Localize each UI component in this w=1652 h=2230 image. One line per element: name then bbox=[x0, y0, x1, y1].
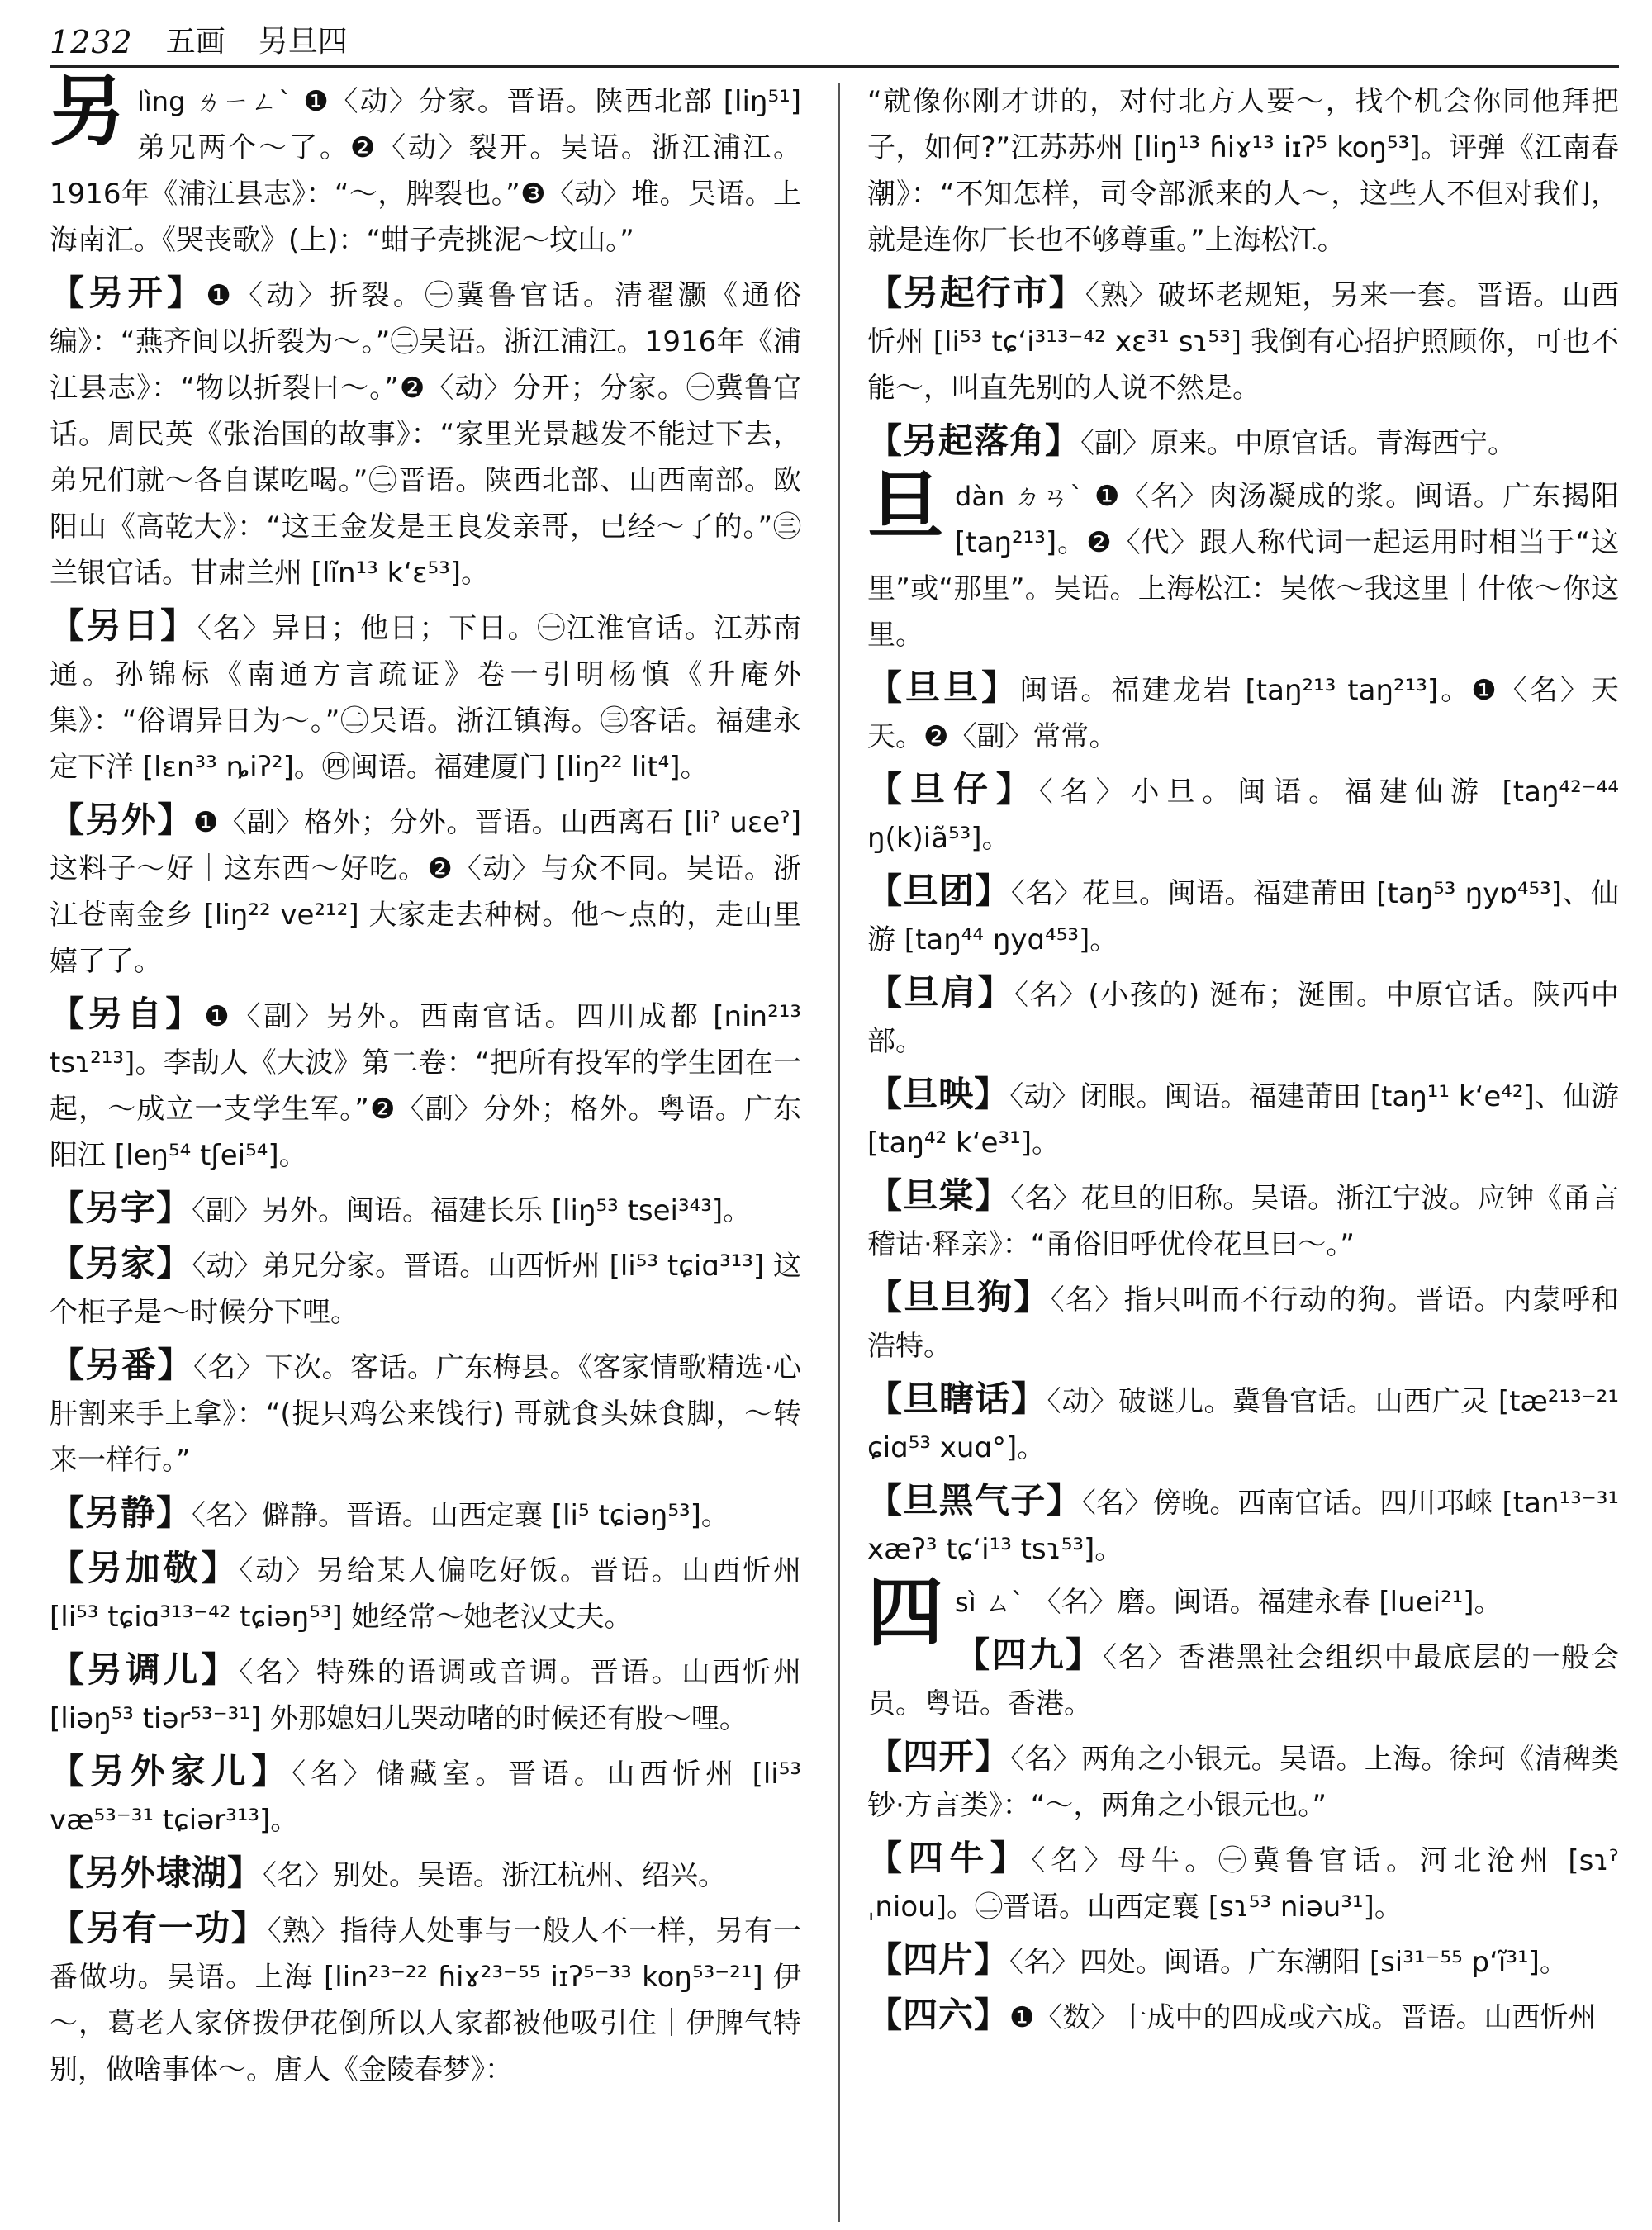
entry-headword: 【另自】 bbox=[50, 994, 205, 1034]
head-char: 旦 bbox=[867, 462, 944, 551]
entry-definition: 〈名〉(小孩的) 涎布；涎围。中原官话。陕西中部。 bbox=[867, 979, 1619, 1058]
entry-headword: 【另字】 bbox=[50, 1188, 192, 1228]
dictionary-entry bbox=[50, 1342, 801, 1483]
entry-headword: 【旦棠】 bbox=[867, 1175, 1011, 1216]
dictionary-entry bbox=[867, 270, 1619, 411]
entry-definition: ❶〈动〉折裂。㊀冀鲁官话。清翟灏《通俗编》：“燕齐间以折裂为～。”㊁吴语。浙江浦江。1916年《浦江县志》：“物以折裂曰～。”❷〈动〉分开；分家。㊀冀鲁官话。周民英《张治国的故事》：“家里光景越发不能过下去，弟兄们就～各自谋吃喝。”㊁晋语。陕西北部、山西南部。欧阳山《高乾大》：“这王金发是王良发亲哥，已经～了的。”㊂兰银官话。甘肃兰州 [lĩn¹³ kʻɛ⁵³]。 bbox=[50, 279, 801, 590]
entry-definition: 〈名〉指只叫而不行动的狗。晋语。内蒙呼和浩特。 bbox=[867, 1283, 1619, 1363]
dictionary-entry bbox=[50, 270, 801, 596]
head-entry-dan bbox=[867, 462, 1619, 658]
entry-definition: 〈动〉弟兄分家。晋语。山西忻州 [li⁵³ tɕiɑ³¹³] 这个柜子是～时候分下哩。 bbox=[50, 1250, 801, 1329]
entry-headword: 【旦旦】 bbox=[867, 667, 1020, 708]
dictionary-entry bbox=[50, 1545, 801, 1640]
entry-definition: 〈名〉异日；他日；下日。㊀江淮官话。江苏南通。孙锦标《南通方言疏证》卷一引明杨慎《升庵外集》：“俗谓异日为～。”㊁吴语。浙江镇海。㊂客话。福建永定下洋 [lɛn³³ ȵiʔ²]。㊃闽语。福建厦门 [liŋ²² lit⁴]。 bbox=[50, 612, 801, 784]
dictionary-entry bbox=[867, 970, 1619, 1065]
page-header bbox=[50, 18, 1619, 68]
dictionary-entry bbox=[867, 665, 1619, 760]
entry-headword: 【四片】 bbox=[867, 1939, 1010, 1980]
entry-definition: 〈名〉花旦。闽语。福建莆田 [taŋ⁵³ ŋyɒ⁴⁵³]、仙游 [taŋ⁴⁴ ŋyɑ⁴⁵³]。 bbox=[867, 877, 1619, 956]
entry-definition: 〈名〉傍晚。西南官话。四川邛崃 [tan¹³⁻³¹ xæʔ³ tɕʻi¹³ tsɿ⁵³]。 bbox=[867, 1487, 1619, 1566]
entry-headword: 【另家】 bbox=[50, 1243, 192, 1283]
right-entries-b bbox=[867, 665, 1619, 1573]
dictionary-entry bbox=[867, 1937, 1619, 1986]
dictionary-entry bbox=[867, 1478, 1619, 1573]
left-column bbox=[50, 67, 801, 2100]
head-entry-ling bbox=[50, 67, 801, 263]
entry-definition: ❶〈副〉格外；分外。晋语。山西离石 [liˀ uɛeˀ] 这料子～好｜这东西～好吃。❷〈动〉与众不同。吴语。浙江苍南金乡 [liŋ²² ve²¹²] 大家走去种树。他～点的，走山里嬉了了。 bbox=[50, 806, 801, 978]
dictionary-entry bbox=[867, 1835, 1619, 1930]
head-definition: 〈名〉磨。闽语。福建永春 [luei²¹]。 bbox=[1032, 1586, 1502, 1619]
dictionary-entry bbox=[50, 1185, 801, 1234]
dictionary-entry bbox=[50, 1850, 801, 1899]
entry-headword: 【四牛】 bbox=[867, 1838, 1032, 1878]
entry-definition: 〈名〉母牛。㊀冀鲁官话。河北沧州 [sɿˀ ˌniou]。㊁晋语。山西定襄 [sɿ⁵³ niəu³¹]。 bbox=[867, 1844, 1619, 1924]
entry-definition: 〈副〉原来。中原官话。青海西宁。 bbox=[1080, 427, 1517, 460]
entry-headword: 【另调儿】 bbox=[50, 1649, 240, 1690]
entry-headword: 【另加敬】 bbox=[50, 1548, 240, 1588]
dictionary-entry bbox=[867, 766, 1619, 861]
entry-definition: 〈名〉别处。吴语。浙江杭州、绍兴。 bbox=[263, 1859, 727, 1892]
entry-headword: 【另外埭湖】 bbox=[50, 1853, 263, 1893]
entry-headword: 【另静】 bbox=[50, 1492, 192, 1533]
dictionary-entry bbox=[867, 1734, 1619, 1829]
entry-headword: 【另外】 bbox=[50, 799, 193, 840]
dictionary-entry bbox=[867, 868, 1619, 963]
entry-definition: ❶〈数〉十成中的四成或六成。晋语。山西忻州 bbox=[1009, 2001, 1597, 2034]
dictionary-entry bbox=[867, 1173, 1619, 1268]
entry-headword: 【旦瞎话】 bbox=[867, 1378, 1047, 1419]
head-char: 另 bbox=[50, 67, 126, 156]
dictionary-entry bbox=[50, 1490, 801, 1539]
continued-text: “就像你刚才讲的，对付北方人要～，找个机会你同他拜把子，如何?”江苏苏州 [liŋ¹³ ɦiɤ¹³ iɪʔ⁵ koŋ⁵³]。评弹《江南春潮》：“不知怎样，司令部派来的人～，这些人不但对我们，就是连你厂长也不够尊重。”上海松江。 bbox=[867, 85, 1619, 257]
entry-definition: 〈动〉破谜儿。冀鲁官话。山西广灵 [tæ²¹³⁻²¹ ɕiɑ⁵³ xuɑ°]。 bbox=[867, 1385, 1619, 1464]
right-column bbox=[867, 78, 1619, 2047]
entry-definition: 〈名〉僻静。晋语。山西定襄 [li⁵ tɕiəŋ⁵³]。 bbox=[192, 1499, 729, 1532]
entry-headword: 【旦映】 bbox=[867, 1074, 1010, 1114]
head-char: 四 bbox=[867, 1568, 944, 1657]
entry-definition: 〈名〉两角之小银元。吴语。上海。徐珂《清稗类钞·方言类》：“～，两角之小银元也。” bbox=[867, 1743, 1619, 1822]
entry-definition: 〈名〉香港黑社会组织中最底层的一般会员。粤语。香港。 bbox=[867, 1641, 1619, 1720]
dictionary-entry bbox=[50, 1241, 801, 1336]
entry-headword: 【旦仔】 bbox=[867, 769, 1039, 809]
entry-definition: 〈熟〉破坏老规矩，另来一套。晋语。山西忻州 [li⁵³ tɕʻi³¹³⁻⁴² xɛ³¹ sɿ⁵³] 我倒有心招护照顾你，可也不能～，叫直先别的人说不然是。 bbox=[867, 279, 1619, 405]
entry-definition: 〈名〉四处。闽语。广东潮阳 [si³¹⁻⁵⁵ pʻĩ³¹]。 bbox=[1009, 1946, 1568, 1979]
dictionary-entry bbox=[867, 1274, 1619, 1369]
entry-headword: 【另有一功】 bbox=[50, 1908, 268, 1948]
entry-definition: 〈名〉特殊的语调或音调。晋语。山西忻州 [liəŋ⁵³ tiər⁵³⁻³¹] 外那媳妇儿哭动啫的时候还有股～哩。 bbox=[50, 1656, 801, 1735]
entry-headword: 【四六】 bbox=[867, 1995, 1010, 2035]
dictionary-entry bbox=[867, 1632, 1619, 1727]
entry-headword: 【另番】 bbox=[50, 1345, 194, 1385]
entry-headword: 【另起落角】 bbox=[867, 420, 1081, 461]
head-definition: ❶〈名〉肉汤凝成的浆。闽语。广东揭阳 [taŋ²¹³]。❷〈代〉跟人称代词一起运用时相当于“这里”或“那里”。吴语。上海松江：吴侬～我这里｜什侬～你这里。 bbox=[867, 480, 1619, 652]
dictionary-entry bbox=[867, 1992, 1619, 2041]
section-title: 五画 bbox=[165, 25, 225, 59]
dictionary-entry bbox=[50, 1647, 801, 1742]
entry-definition: 〈名〉下次。客话。广东梅县。《客家情歌精选·心肝割来手上拿》：“(捉只鸡公来饯行) 哥就食头妹食脚，～转来一样行。” bbox=[50, 1351, 801, 1477]
entry-headword: 【四开】 bbox=[867, 1736, 1011, 1777]
entry-definition: 〈副〉另外。闽语。福建长乐 [liŋ⁵³ tsei³⁴³]。 bbox=[192, 1194, 752, 1227]
entry-definition: 闽语。福建龙岩 [taŋ²¹³ taŋ²¹³]。❶〈名〉天天。❷〈副〉常常。 bbox=[867, 674, 1619, 753]
entry-headword: 【另外家儿】 bbox=[50, 1751, 292, 1791]
entry-headword: 【另日】 bbox=[50, 605, 197, 646]
head-pinyin: dàn ㄉㄢˋ bbox=[955, 481, 1085, 512]
head-pinyin: sì ㄙˋ bbox=[955, 1587, 1024, 1618]
entry-definition: ❶〈副〉另外。西南官话。四川成都 [nin²¹³ tsɿ²¹³]。李劼人《大波》第二卷：“把所有投军的学生团在一起，～成立一支学生军。”❷〈副〉分外；格外。粤语。广东阳江 [leŋ⁵⁴ tʃei⁵⁴]。 bbox=[50, 1000, 801, 1172]
entry-headword: 【另开】 bbox=[50, 273, 206, 313]
entry-definition: 〈动〉另给某人偏吃好饭。晋语。山西忻州 [li⁵³ tɕiɑ³¹³⁻⁴² tɕiəŋ⁵³] 她经常～她老汉丈夫。 bbox=[50, 1554, 801, 1634]
entry-definition: 〈名〉小旦。闽语。福建仙游 [taŋ⁴²⁻⁴⁴ ŋ(k)iã⁵³]。 bbox=[867, 776, 1619, 855]
entry-headword: 【四九】 bbox=[955, 1635, 1104, 1675]
dictionary-entry bbox=[50, 797, 801, 985]
dictionary-entry bbox=[50, 991, 801, 1179]
dictionary-entry bbox=[867, 1071, 1619, 1166]
entry-definition: 〈熟〉指待人处事与一般人不一样，另有一番做功。吴语。上海 [lin²³⁻²² ɦiɤ²³⁻⁵⁵ iɪʔ⁵⁻³³ koŋ⁵³⁻²¹] 伊～，葛老人家侪拨伊花倒所以人家都被他吸引住｜伊脾气特别，做啥事体～。唐人《金陵春梦》： bbox=[50, 1914, 801, 2086]
dictionary-entry bbox=[867, 1376, 1619, 1471]
left-entries bbox=[50, 270, 801, 2093]
dictionary-entry bbox=[867, 418, 1619, 467]
entry-definition: 〈名〉花旦的旧称。吴语。浙江宁波。应钟《甬言稽诂·释亲》：“甬俗旧呼优伶花旦曰～。” bbox=[867, 1182, 1619, 1261]
entry-headword: 【旦肩】 bbox=[867, 972, 1015, 1013]
dictionary-entry bbox=[50, 603, 801, 790]
page-number: 1232 bbox=[50, 24, 133, 60]
head-definition: ❶〈动〉分家。晋语。陕西北部 [liŋ⁵¹] 弟兄两个～了。❷〈动〉裂开。吴语。浙江浦江。1916年《浦江县志》：“～，脾裂也。”❸〈动〉堆。吴语。上海南汇。《哭丧歌》(上)：“蚶子壳挑泥～坟山。” bbox=[50, 85, 801, 257]
entry-headword: 【旦旦狗】 bbox=[867, 1277, 1051, 1317]
entry-definition: 〈名〉储藏室。晋语。山西忻州 [li⁵³ væ⁵³⁻³¹ tɕiər³¹³]。 bbox=[50, 1758, 801, 1837]
right-entries-c bbox=[867, 1632, 1619, 2041]
column-divider bbox=[838, 83, 840, 2222]
dictionary-entry bbox=[50, 1905, 801, 2093]
entry-headword: 【旦黑气子】 bbox=[867, 1480, 1082, 1521]
entry-headword: 【旦团】 bbox=[867, 871, 1011, 911]
head-pinyin: lìng ㄌㄧㄥˋ bbox=[137, 86, 293, 117]
entry-definition: 〈动〉闭眼。闽语。福建莆田 [taŋ¹¹ kʻe⁴²]、仙游 [taŋ⁴² kʻe³¹]。 bbox=[867, 1080, 1619, 1160]
dictionary-entry bbox=[50, 1748, 801, 1843]
right-entries-a bbox=[867, 270, 1619, 467]
entry-headword: 【另起行市】 bbox=[867, 273, 1085, 313]
header-chars: 另旦四 bbox=[258, 25, 348, 59]
